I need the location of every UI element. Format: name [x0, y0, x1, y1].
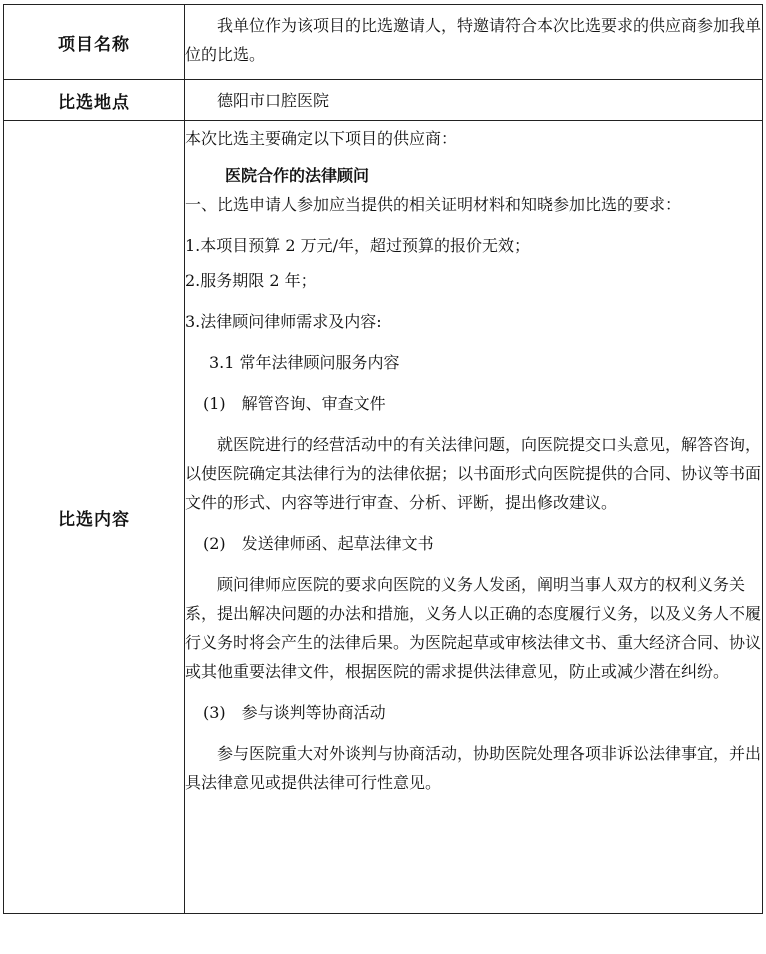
table-row-project-name	[4, 5, 763, 80]
tender-info-table	[3, 4, 763, 914]
row-label-content: 比选内容	[4, 121, 185, 914]
sub-1-title: (1) 解管咨询、审查文件	[203, 394, 386, 413]
item-3-requirements: 3.法律顾问律师需求及内容:	[185, 312, 382, 331]
content-intro: 本次比选主要确定以下项目的供应商：	[185, 129, 458, 148]
project-name-cell	[185, 5, 763, 80]
project-name-text: 我单位作为该项目的比选邀请人，特邀请符合本次比选要求的供应商参加我单位的比选。	[185, 16, 762, 64]
sub-3-title: (3) 参与谈判等协商活动	[203, 703, 386, 722]
sub-3-body: 参与医院重大对外谈判与协商活动，协助医院处理各项非诉讼法律事宜，并出具法律意见或提供法律可行性意见。	[185, 744, 762, 792]
content-cell	[185, 121, 763, 914]
row-label-location: 比选地点	[4, 80, 185, 121]
row-label-project-name: 项目名称	[4, 5, 185, 80]
location-cell	[185, 80, 763, 121]
table-row-location	[4, 80, 763, 121]
sub-2-body: 顾问律师应医院的要求向医院的义务人发函，阐明当事人双方的权利义务关系，提出解决问题的办法和措施，义务人以正确的态度履行义务，以及义务人不履行义务时将会产生的法律后果。为医院起草或审核法律文书、重大经济合同、协议或其他重要法律文件，根据医院的需求提供法律意见，防止或减少潜在纠纷。	[185, 575, 762, 681]
table-row-content	[4, 121, 763, 914]
sub-3-1-title: 3.1 常年法律顾问服务内容	[209, 353, 400, 372]
item-1-budget: 1.本项目预算 2 万元/年，超过预算的报价无效；	[185, 236, 531, 255]
location-text: 德阳市口腔医院	[217, 91, 330, 110]
sub-1-body: 就医院进行的经营活动中的有关法律问题，向医院提交口头意见，解答咨询，以使医院确定其法律行为的法律依据；以书面形式向医院提供的合同、协议等书面文件的形式、内容等进行审查、分析、评断，提出修改建议。	[185, 435, 762, 512]
content-heading: 医院合作的法律顾问	[225, 166, 370, 185]
item-2-period: 2.服务期限 2 年；	[185, 271, 317, 290]
sub-2-title: (2) 发送律师函、起草法律文书	[203, 534, 434, 553]
section-1-text: 一、比选申请人参加应当提供的相关证明材料和知晓参加比选的要求：	[185, 195, 682, 214]
